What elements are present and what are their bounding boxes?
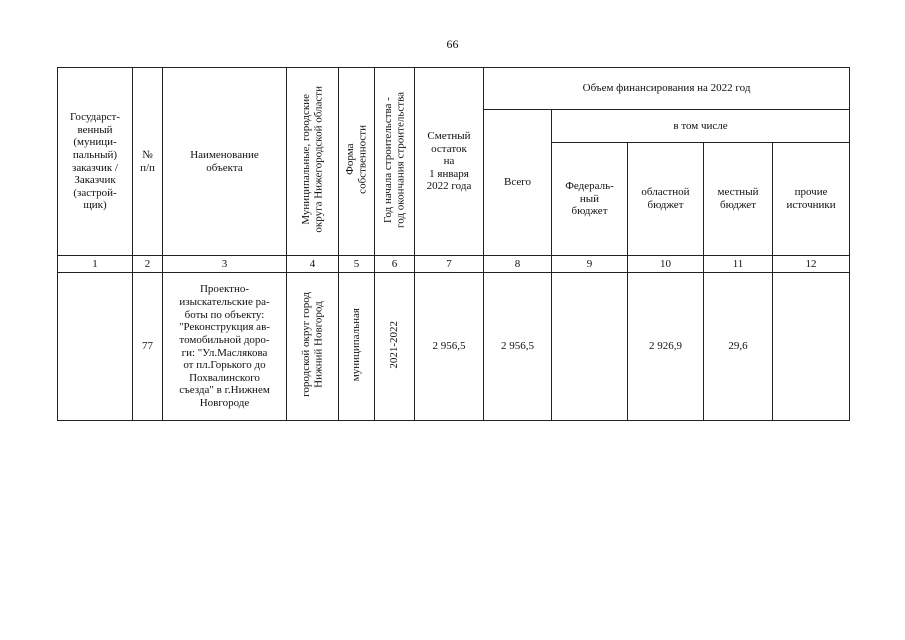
header-construction-years: Год начала строительства - год окончания строительства	[375, 68, 415, 256]
header-customer: Государст- венный (муници- пальный) заказчик / Заказчик (застрой- щик)	[58, 68, 133, 256]
header-object-name: Наименование объекта	[163, 68, 287, 256]
column-number: 6	[375, 256, 415, 273]
cell-customer	[58, 273, 133, 421]
column-number: 1	[58, 256, 133, 273]
header-ownership: Форма собственности	[339, 68, 375, 256]
column-number: 5	[339, 256, 375, 273]
column-number: 3	[163, 256, 287, 273]
cell-local-budget: 29,6	[704, 273, 773, 421]
header-other-sources: прочие источники	[773, 143, 850, 256]
cell-object-name: Проектно- изыскательские ра- боты по объекту: "Реконструкция ав- томобильной доро- ги: "Ул.Маслякова от пл.Горького до Похвалинского съезда" в г.Нижнем Новгороде	[163, 273, 287, 421]
cell-other-sources	[773, 273, 850, 421]
cell-number: 77	[133, 273, 163, 421]
cell-regional-budget: 2 926,9	[628, 273, 704, 421]
column-number: 8	[484, 256, 552, 273]
column-number: 2	[133, 256, 163, 273]
table-row	[58, 273, 850, 421]
column-number: 7	[415, 256, 484, 273]
header-local-budget: местный бюджет	[704, 143, 773, 256]
cell-ownership: муниципальная	[339, 273, 375, 421]
page-number: 66	[446, 37, 459, 51]
column-number-row	[58, 256, 850, 273]
header-total: Всего	[484, 110, 552, 256]
column-number: 12	[773, 256, 850, 273]
column-number: 4	[287, 256, 339, 273]
column-number: 9	[552, 256, 628, 273]
header-federal-budget: Федераль- ный бюджет	[552, 143, 628, 256]
financing-table	[57, 67, 850, 421]
cell-total: 2 956,5	[484, 273, 552, 421]
cell-federal-budget	[552, 273, 628, 421]
cell-construction-years: 2021-2022	[375, 273, 415, 421]
cell-municipality: городской округ город Нижний Новгород	[287, 273, 339, 421]
header-regional-budget: областной бюджет	[628, 143, 704, 256]
column-number: 11	[704, 256, 773, 273]
cell-estimated-balance: 2 956,5	[415, 273, 484, 421]
header-estimated-balance: Сметный остаток на 1 января 2022 года	[415, 68, 484, 256]
header-financing-volume: Объем финансирования на 2022 год	[484, 68, 850, 110]
header-including: в том числе	[552, 110, 850, 143]
header-number: № п/п	[133, 68, 163, 256]
column-number: 10	[628, 256, 704, 273]
header-municipality: Муниципальные, городские округа Нижегородской области	[287, 68, 339, 256]
